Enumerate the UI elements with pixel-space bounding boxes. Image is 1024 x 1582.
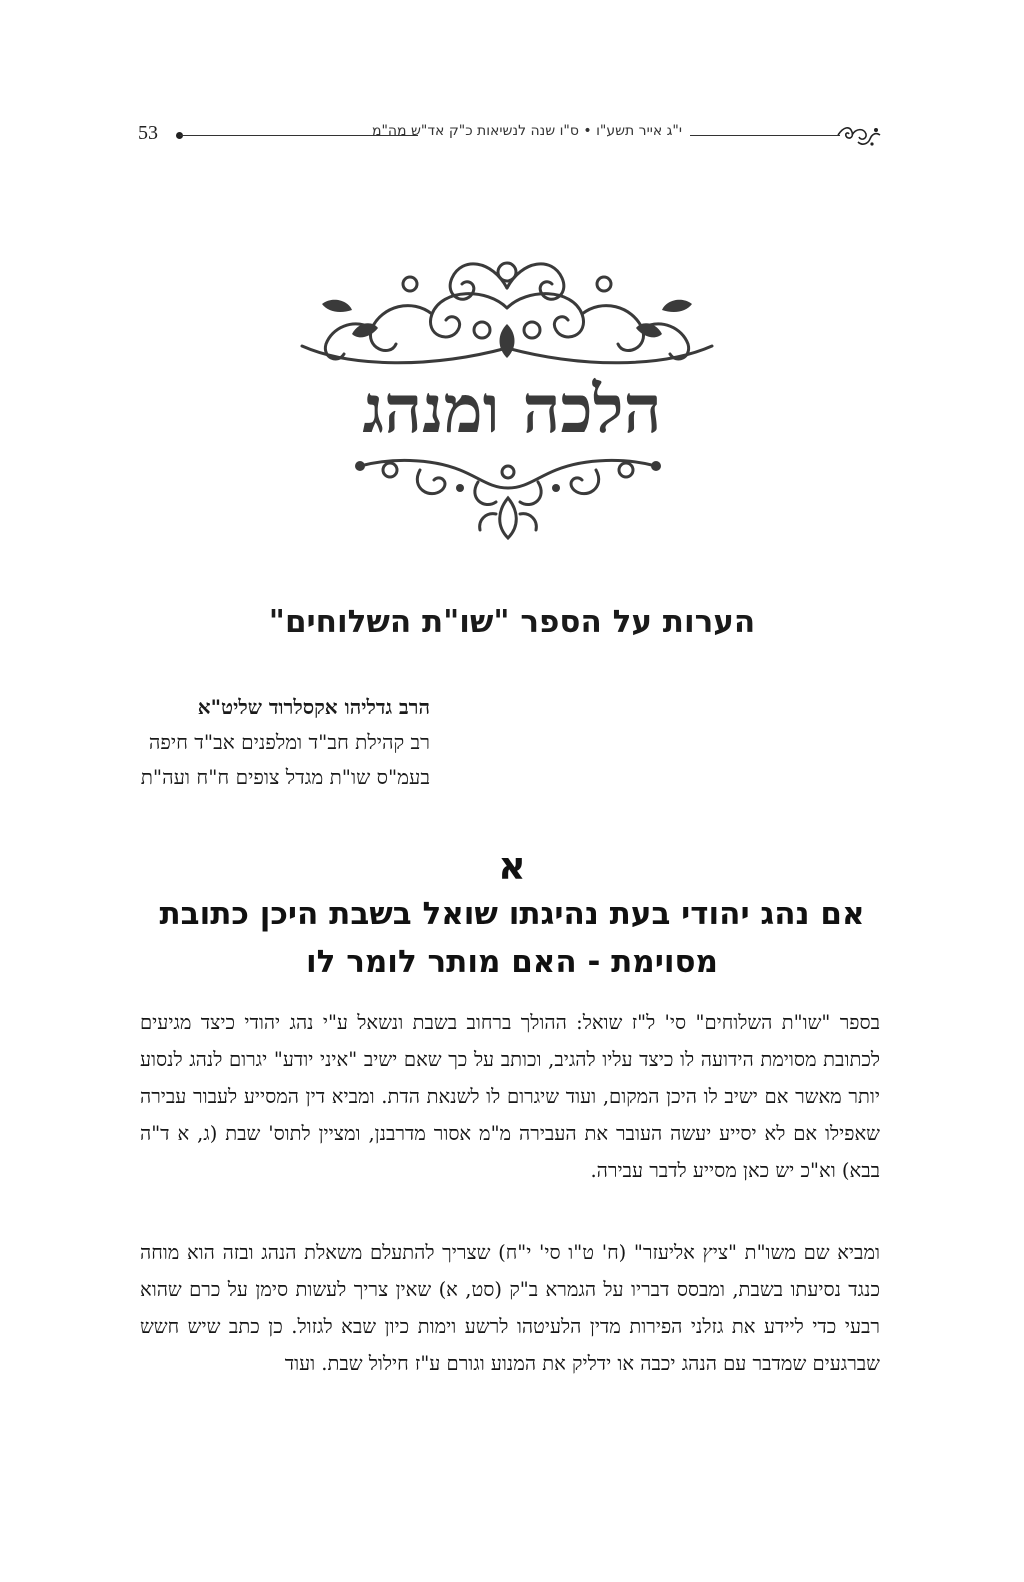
section-letter: א [498, 844, 526, 888]
author-block [130, 690, 430, 795]
page-number: 53 [138, 122, 158, 144]
author-role: רב קהילת חב"ד ומלפנים אב"ד חיפה [148, 730, 430, 754]
body-paragraph: בספר "שו"ת השלוחים" סי' ל"ז שואל: ההולך ברחוב בשבת ונשאל ע"י נהג יהודי כיצד מגיעים לכתובת מסוימת הידועה לו כיצד עליו להגיב, וכותב על כך שאם ישיב "איני יודע" יגרום לנהג לנסוע יותר מאשר אם ישיב לו היכן המקום, ועוד שיגרום לו לשנאת הדת. ומביא דין המסייע לעבור עבירה שאפילו אם לא יסייע יעשה העובר את העבירה מ"מ אסור מדרבנן, ומציין לתוס' שבת (ג, א ד"ה בבא) וא"כ יש כאן מסייע לדבר עבירה. [140, 1011, 880, 1182]
author-works: בעמ"ס שו"ת מגדל צופים ח"ח ועה"ת [140, 765, 430, 789]
section-title: הלכה ומנהג [362, 370, 662, 448]
flourish-ornament-icon [836, 122, 882, 148]
question-heading: אם נהג יהודי בעת נהיגתו שואל בשבת היכן כתובת מסוימת - האם מותר לומר לו [159, 896, 865, 980]
running-header [128, 118, 880, 152]
body-paragraph: ומביא שם משו"ת "ציץ אליעזר" (ח' ט"ו סי' י"ח) שצריך להתעלם משאלת הנהג ובזה הוא מוחה כנגד נסיעתו בשבת, ומבסס דבריו על הגמרא ב"ק (סט, א) שאין צריך לעשות סימן על כרם שהוא רבעי כדי ליידע את גזלני הפירות מדין הלעיטהו לרשע וימות כיון שבא לגזול. כן כתב שיש חשש שברגעים שמדבר עם הנהג יכבה או ידליק את המנוע וגורם ע"ז חילול שבת. ועוד [140, 1241, 880, 1375]
running-title: י"ג אייר תשע"ו • ס"ו שנה לנשיאות כ"ק אד"ש מה"מ [371, 123, 682, 139]
header-rule-right [690, 135, 840, 136]
author-name: הרב גדליהו אקסלרוד שליט"א [197, 695, 430, 719]
scroll-ornament-bottom-icon [350, 448, 666, 542]
article-title: הערות על הספר "שו"ת השלוחים" [268, 604, 756, 640]
